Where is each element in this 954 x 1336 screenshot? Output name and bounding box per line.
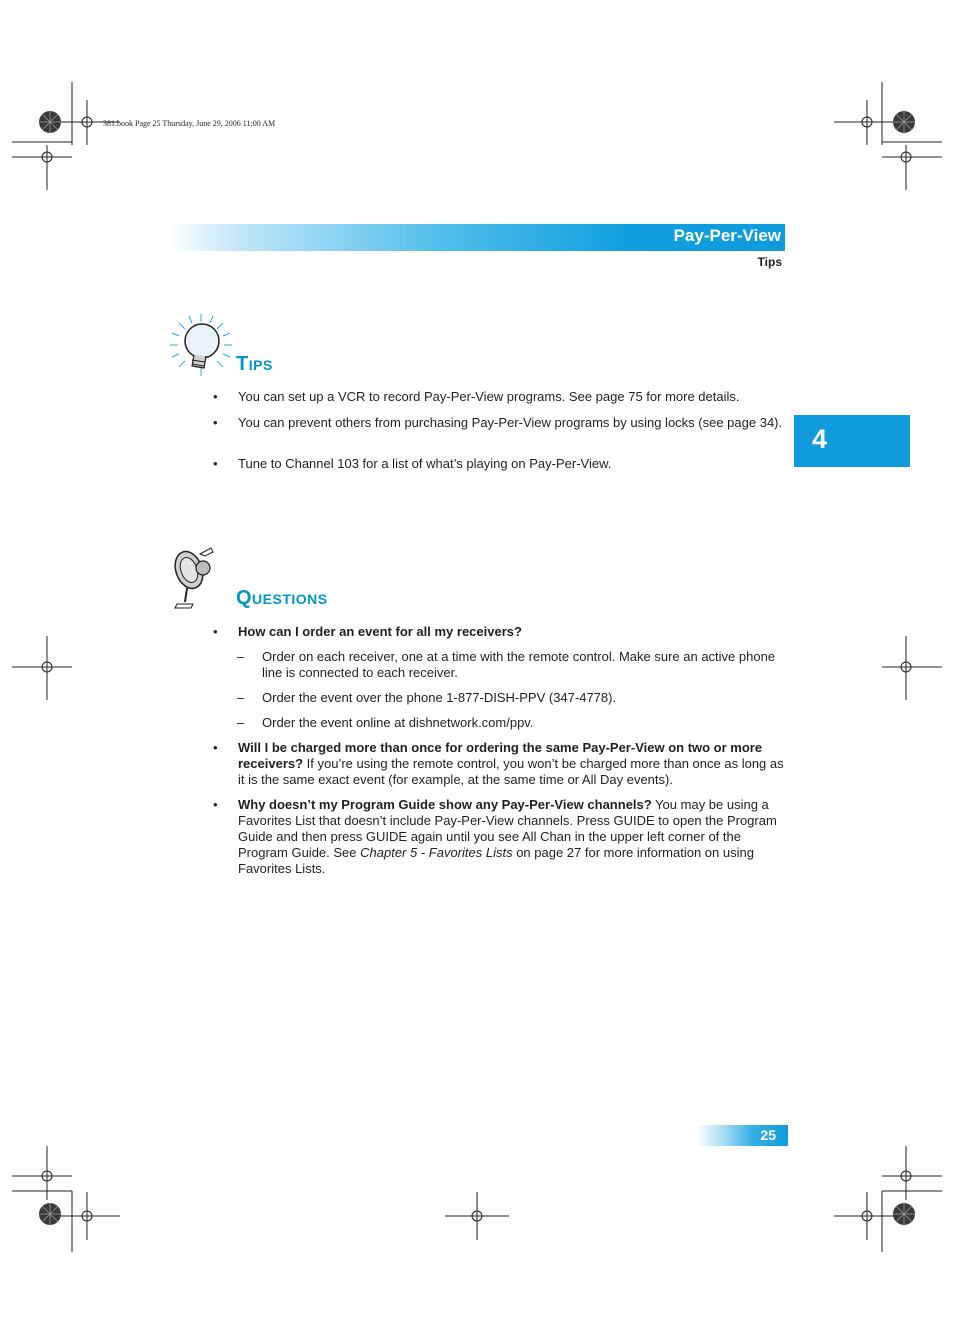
questions-heading: Questions (236, 587, 328, 609)
page-number: 25 (760, 1127, 776, 1143)
tip-text: Tune to Channel 103 for a list of what’s playing on Pay-Per-View. (238, 456, 612, 471)
answer-text: Order on each receiver, one at a time with the remote control. Make sure an active phone line is connected to each receiver. (262, 649, 776, 680)
chapter-tab (794, 415, 910, 467)
list-item: – Order the event over the phone 1-877-DISH-PPV (347-4778). (237, 690, 793, 706)
answer-text: on page 27 for more information on using Favorites Lists. (238, 845, 754, 876)
list-item: – Order the event online at dishnetwork.com/ppv. (237, 715, 793, 731)
tips-heading: Tips (236, 353, 273, 375)
chapter-number: 4 (812, 424, 828, 454)
list-item: – Order on each receiver, one at a time with the remote control. Make sure an active phone line is connected to each receiver. (237, 649, 793, 681)
tip-text: You can prevent others from purchasing Pay-Per-View programs by using locks (see page 34). (238, 415, 783, 430)
answer-text: If you’re using the remote control, you won’t be charged more than once as long as it is the same exact event (for example, at the same time or All Day events). (238, 756, 784, 787)
list-item: • How can I order an event for all my receivers? (213, 624, 793, 640)
chapter-reference: Chapter 5 - Favorites Lists (360, 845, 513, 860)
list-item: • Why doesn’t my Program Guide show any Pay-Per-View channels? You may be using a Favorites List that doesn’t include Pay-Per-View channels. Press GUIDE to open the Program Guide and then press GUIDE again until you see All Chan in the upper left corner of the Program Guide. See Chapter 5 - Favorites Lists on page 27 for more information on using Favorites Lists. (213, 797, 777, 876)
list-item: • You can prevent others from purchasing Pay-Per-View programs by using locks (see page 34). (213, 415, 793, 447)
list-item: • Will I be charged more than once for ordering the same Pay-Per-View on two or more receivers? If you’re using the remote control, you won’t be charged more than once as long as it is the same exact event (for example, at the same time or All Day events). (213, 740, 784, 787)
satellite-dish-mascot-icon (167, 546, 217, 610)
question-text: How can I order an event for all my receivers? (238, 624, 522, 639)
list-item: • Tune to Channel 103 for a list of what’s playing on Pay-Per-View. (213, 456, 793, 472)
answer-text: Order the event over the phone 1-877-DISH-PPV (347-4778). (262, 690, 617, 705)
question-text: Why doesn’t my Program Guide show any Pay-Per-View channels? (238, 797, 652, 812)
answer-text: You may be using a Favorites List that doesn’t include Pay-Per-View channels. Press GUIDE to open the Program Guide and then press GUIDE again until you see All Chan in the upper left corner of the Program Guide. See (238, 797, 777, 860)
list-item: • You can set up a VCR to record Pay-Per-View programs. See page 75 for more details. (213, 389, 793, 405)
print-slug: 381.book Page 25 Thursday, June 29, 2006 11:00 AM (103, 119, 276, 128)
question-text: Will I be charged more than once for ordering the same Pay-Per-View on two or more receivers? (238, 740, 763, 771)
answer-text: Order the event online at dishnetwork.com/ppv. (262, 715, 534, 730)
header-bar (168, 224, 785, 251)
lightbulb-icon (168, 312, 234, 378)
header-subtitle: Tips (757, 255, 782, 269)
page-number-bar (696, 1125, 788, 1146)
tip-text: You can set up a VCR to record Pay-Per-View programs. See page 75 for more details. (238, 389, 740, 404)
header-title: Pay-Per-View (673, 226, 781, 245)
